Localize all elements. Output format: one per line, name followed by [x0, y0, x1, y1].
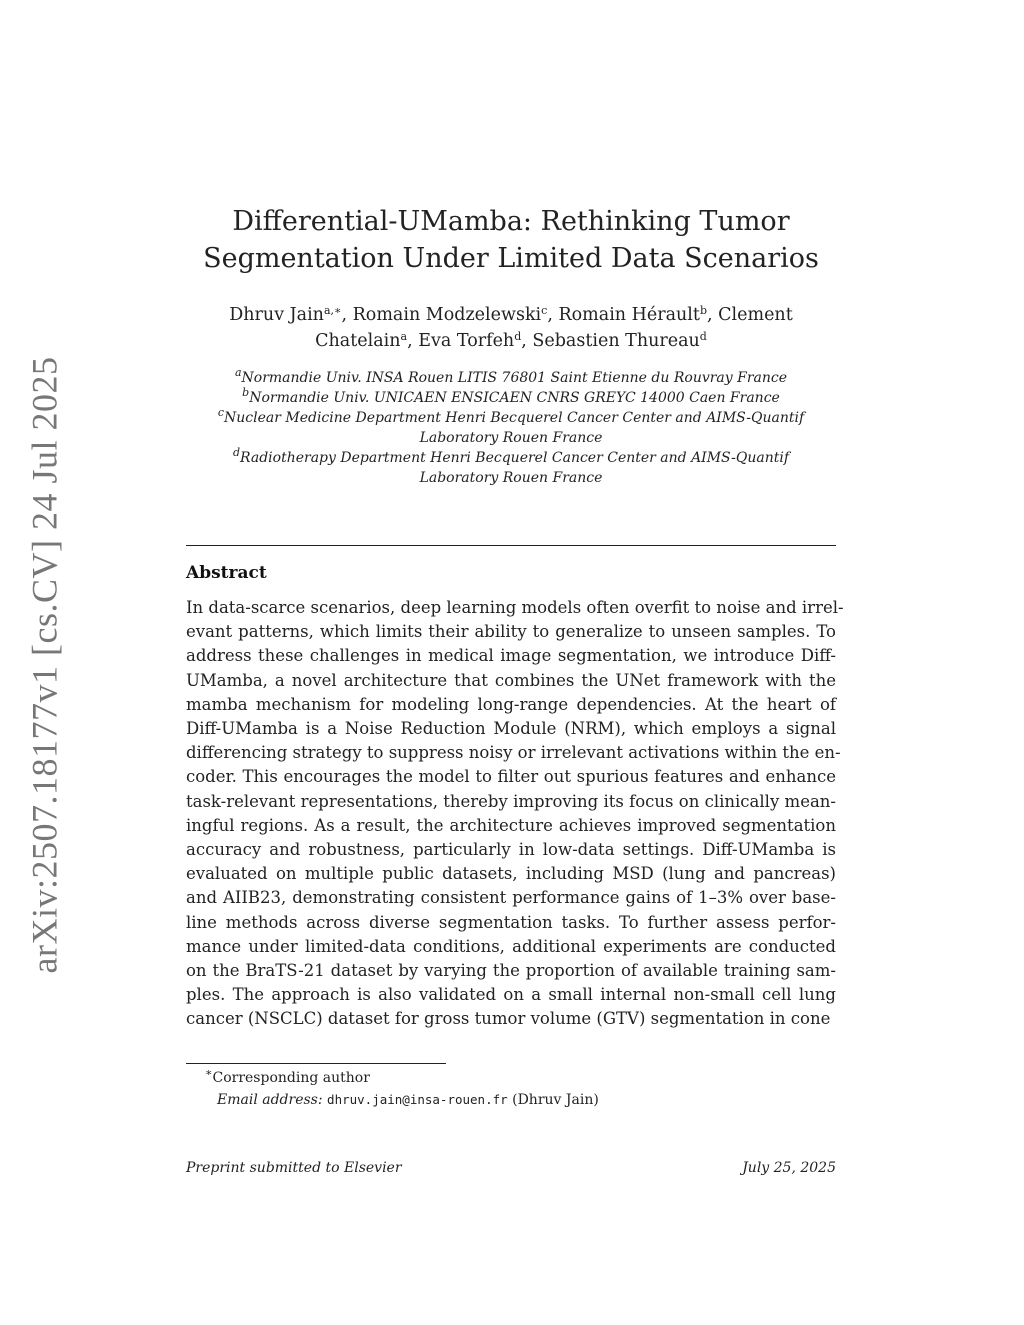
preprint-date: July 25, 2025 [742, 1160, 836, 1176]
title-line: Differential-UMamba: Rethinking Tumor [232, 206, 790, 237]
author-name: Chatelain [315, 331, 401, 351]
affiliation [186, 408, 836, 428]
affiliation-text: Laboratory Rouen France [419, 470, 603, 486]
author-name: , Romain Modzelewski [341, 305, 542, 325]
affiliation-text: Radiotherapy Department Henri Becquerel Cancer Center and AIMS-Quantif [240, 450, 790, 466]
abstract-line: mance under limited-data conditions, additional experiments are conducted [186, 936, 836, 956]
footnote-rule [186, 1063, 446, 1064]
abstract-line: evant patterns, which limits their ability to generalize to unseen samples. To [186, 622, 836, 642]
author-line [186, 302, 836, 328]
abstract-line: cancer (NSCLC) dataset for gross tumor volume (GTV) segmentation in cone [186, 1009, 831, 1029]
author-name: , Sebastien Thureau [521, 331, 700, 351]
abstract-line: line methods across diverse segmentation tasks. To further assess perfor- [186, 912, 836, 932]
affiliation-text: Nuclear Medicine Department Henri Becquerel Cancer Center and AIMS-Quantif [224, 410, 805, 426]
abstract-line: mamba mechanism for modeling long-range dependencies. At the heart of [186, 694, 836, 714]
email-owner: (Dhruv Jain) [512, 1092, 599, 1108]
affiliations [186, 368, 836, 488]
abstract-line: differencing strategy to suppress noisy or irrelevant activations within the en- [186, 743, 841, 763]
affiliation-text: Normandie Univ. INSA Rouen LITIS 76801 Saint Etienne du Rouvray France [241, 370, 788, 386]
author-list [186, 302, 836, 354]
abstract-line: task-relevant representations, thereby improving its focus on clinically mean- [186, 791, 836, 811]
abstract-top-rule [186, 545, 836, 546]
title-line: Segmentation Under Limited Data Scenarios [203, 243, 819, 274]
abstract-line: coder. This encourages the model to filter out spurious features and enhance [186, 767, 836, 787]
affiliation [186, 448, 836, 468]
author-sup: b [699, 304, 707, 317]
author-sup: a [400, 330, 408, 343]
author-sup: d [699, 330, 707, 343]
email-address[interactable]: dhruv.jain@insa-rouen.fr [327, 1092, 508, 1107]
abstract-line: ingful regions. As a result, the architecture achieves improved segmentation [186, 815, 836, 835]
author-sup: d [514, 330, 522, 343]
author-name: , Clement [707, 305, 793, 325]
affiliation-sup: b [242, 386, 250, 399]
email-row [205, 1089, 599, 1111]
abstract-line: Diff-UMamba is a Noise Reduction Module (NRM), which employs a signal [186, 719, 836, 739]
author-sup: c [541, 304, 548, 317]
abstract-line: ples. The approach is also validated on a small internal non-small cell lung [186, 985, 836, 1005]
author-sup: a,∗ [323, 304, 342, 317]
author-name: , Romain Hérault [547, 305, 700, 325]
arxiv-side-stamp [16, 356, 72, 974]
affiliation-text: Normandie Univ. UNICAEN ENSICAEN CNRS GREYC 14000 Caen France [249, 390, 780, 406]
abstract-line: evaluated on multiple public datasets, including MSD (lung and pancreas) [186, 864, 836, 884]
affiliation-sup: c [217, 406, 225, 419]
paper-title [186, 203, 836, 277]
affiliation-text: Laboratory Rouen France [419, 430, 603, 446]
abstract-line: In data-scarce scenarios, deep learning models often overfit to noise and irrel- [186, 598, 844, 617]
footnote [205, 1068, 599, 1111]
affiliation [186, 388, 836, 408]
corresponding-note [205, 1068, 599, 1089]
abstract-body [186, 596, 844, 1032]
author-name: Dhruv Jain [229, 305, 324, 325]
affiliation [186, 368, 836, 388]
affiliation-sup: a [234, 366, 242, 379]
abstract-heading: Abstract [186, 563, 267, 583]
affiliation [186, 428, 836, 448]
affiliation [186, 468, 836, 488]
preprint-note: Preprint submitted to Elsevier [186, 1160, 402, 1176]
abstract-line: UMamba, a novel architecture that combines the UNet framework with the [186, 670, 836, 690]
affiliation-sup: d [232, 446, 241, 459]
email-label: Email address: [217, 1092, 323, 1108]
footnote-marker: ∗ [205, 1066, 213, 1079]
abstract-line: and AIIB23, demonstrating consistent performance gains of 1–3% over base- [186, 888, 836, 908]
author-line [186, 328, 836, 354]
author-name: , Eva Torfeh [407, 331, 515, 351]
arxiv-identifier: arXiv:2507.18177v1 [cs.CV] 24 Jul 2025 [24, 356, 64, 974]
corresponding-label: Corresponding author [212, 1070, 370, 1086]
abstract-line: address these challenges in medical image segmentation, we introduce Diff- [186, 646, 836, 666]
abstract-line: on the BraTS-21 dataset by varying the proportion of available training sam- [186, 961, 836, 981]
abstract-line: accuracy and robustness, particularly in low-data settings. Diff-UMamba is [186, 840, 836, 860]
